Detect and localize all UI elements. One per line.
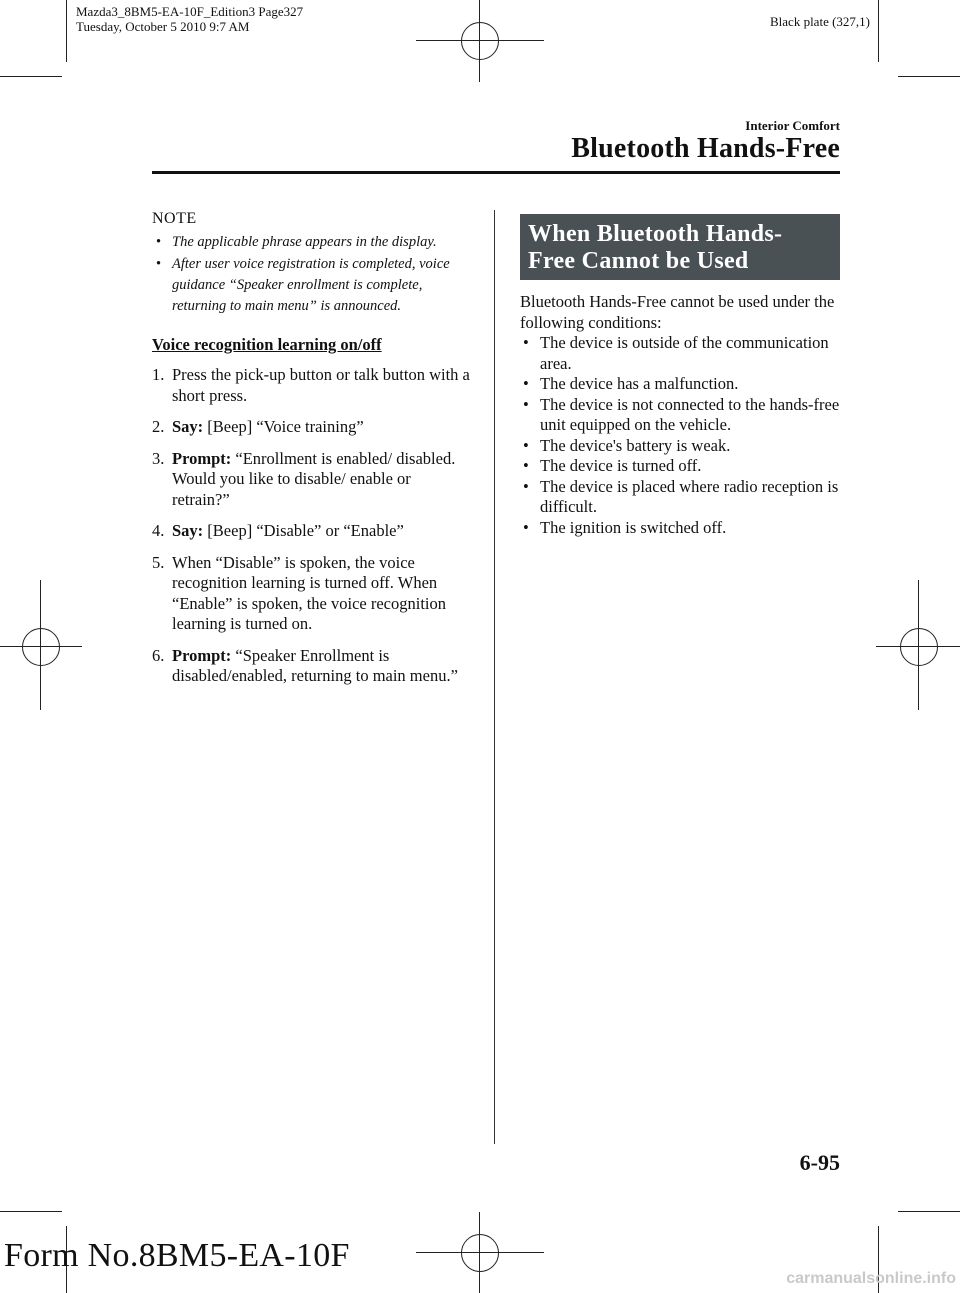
- watermark: carmanualsonline.info: [786, 1270, 956, 1287]
- registration-line: [416, 40, 544, 41]
- note-list: [152, 232, 472, 317]
- step-lead: Say:: [172, 521, 204, 540]
- intro-paragraph: Bluetooth Hands-Free cannot be used under the following conditions:: [520, 292, 835, 332]
- crop-mark: [898, 1211, 960, 1212]
- registration-line: [479, 0, 480, 82]
- condition-item: • The device has a malfunction.: [520, 374, 840, 395]
- registration-mark-left: [22, 628, 60, 666]
- conditions-list: [520, 333, 840, 538]
- step-text: [Beep] “Disable” or “Enable”: [207, 521, 404, 540]
- subheading: Voice recognition learning on/off: [152, 335, 382, 354]
- step-number: 1.: [152, 365, 165, 384]
- form-number: Form No.8BM5-EA-10F: [4, 1237, 350, 1274]
- condition-item: • The device is outside of the communication area.: [520, 333, 840, 374]
- plate-date-line: Tuesday, October 5 2010 9:7 AM: [76, 19, 250, 34]
- crop-mark: [878, 0, 879, 62]
- registration-mark-bottom: [461, 1234, 499, 1272]
- plate-file-line: Mazda3_8BM5-EA-10F_Edition3 Page327: [76, 4, 304, 19]
- step-number: 3.: [152, 448, 165, 468]
- crop-mark: [66, 0, 67, 62]
- condition-item: • The device's battery is weak.: [520, 436, 840, 457]
- step-item: [152, 365, 472, 406]
- section-heading-line1: When Bluetooth Hands-: [528, 221, 783, 247]
- registration-line: [0, 646, 82, 647]
- step-item: [152, 553, 472, 635]
- step-text: “Enrollment is enabled/ disabled. Would you like to disable/ enable or retrain?”: [172, 448, 456, 509]
- registration-line: [479, 1212, 480, 1293]
- step-text: When “Disable” is spoken, the voice recognition learning is turned off. When “Enable” is spoken, the voice recognition learning is turned on.: [172, 552, 446, 633]
- step-lead: Prompt:: [172, 645, 232, 665]
- step-item: [152, 417, 472, 438]
- registration-line: [40, 580, 41, 710]
- registration-line: [918, 580, 919, 710]
- section-heading: [520, 214, 840, 275]
- step-number: 4.: [152, 521, 165, 540]
- steps-list: [152, 365, 472, 687]
- plate-id: Black plate (327,1): [770, 14, 870, 29]
- column-divider: [494, 210, 495, 1144]
- registration-mark-right: [900, 628, 938, 666]
- section-heading-box: [520, 214, 840, 280]
- crop-mark: [898, 76, 960, 77]
- crop-mark: [0, 1211, 62, 1212]
- section-heading-line2: Free Cannot be Used: [528, 248, 749, 274]
- condition-item: • The device is placed where radio reception is difficult.: [520, 477, 840, 518]
- header-rule: [152, 171, 840, 174]
- condition-item: • The ignition is switched off.: [520, 518, 840, 539]
- condition-item: • The device is turned off.: [520, 456, 840, 477]
- step-text: “Speaker Enrollment is disabled/enabled, returning to main menu.”: [172, 645, 458, 685]
- condition-item: • The device is not connected to the hands-free unit equipped on the vehicle.: [520, 395, 840, 436]
- step-item: [152, 646, 472, 687]
- crop-mark: [0, 76, 62, 77]
- registration-line: [416, 1252, 544, 1253]
- right-column: [520, 214, 840, 538]
- registration-mark-top: [461, 22, 499, 60]
- step-number: 5.: [152, 552, 165, 572]
- note-title: NOTE: [152, 210, 197, 227]
- left-column: [152, 210, 472, 698]
- step-item: [152, 449, 472, 511]
- step-lead: Say:: [172, 417, 204, 436]
- plate-metadata: [76, 4, 303, 34]
- step-text: [Beep] “Voice training”: [207, 417, 364, 436]
- step-lead: Prompt:: [172, 448, 232, 468]
- page-title: Bluetooth Hands-Free: [571, 133, 840, 164]
- page-number: 6-95: [799, 1150, 840, 1175]
- step-number: 6.: [152, 645, 165, 665]
- step-item: [152, 521, 472, 542]
- step-text: Press the pick-up button or talk button with a short press.: [172, 365, 470, 405]
- section-label: Interior Comfort: [745, 118, 840, 133]
- step-number: 2.: [152, 417, 165, 436]
- note-item: • The applicable phrase appears in the display.: [152, 232, 472, 253]
- note-item: • After user voice registration is completed, voice guidance “Speaker enrollment is complete, returning to main menu” is announced.: [152, 254, 472, 317]
